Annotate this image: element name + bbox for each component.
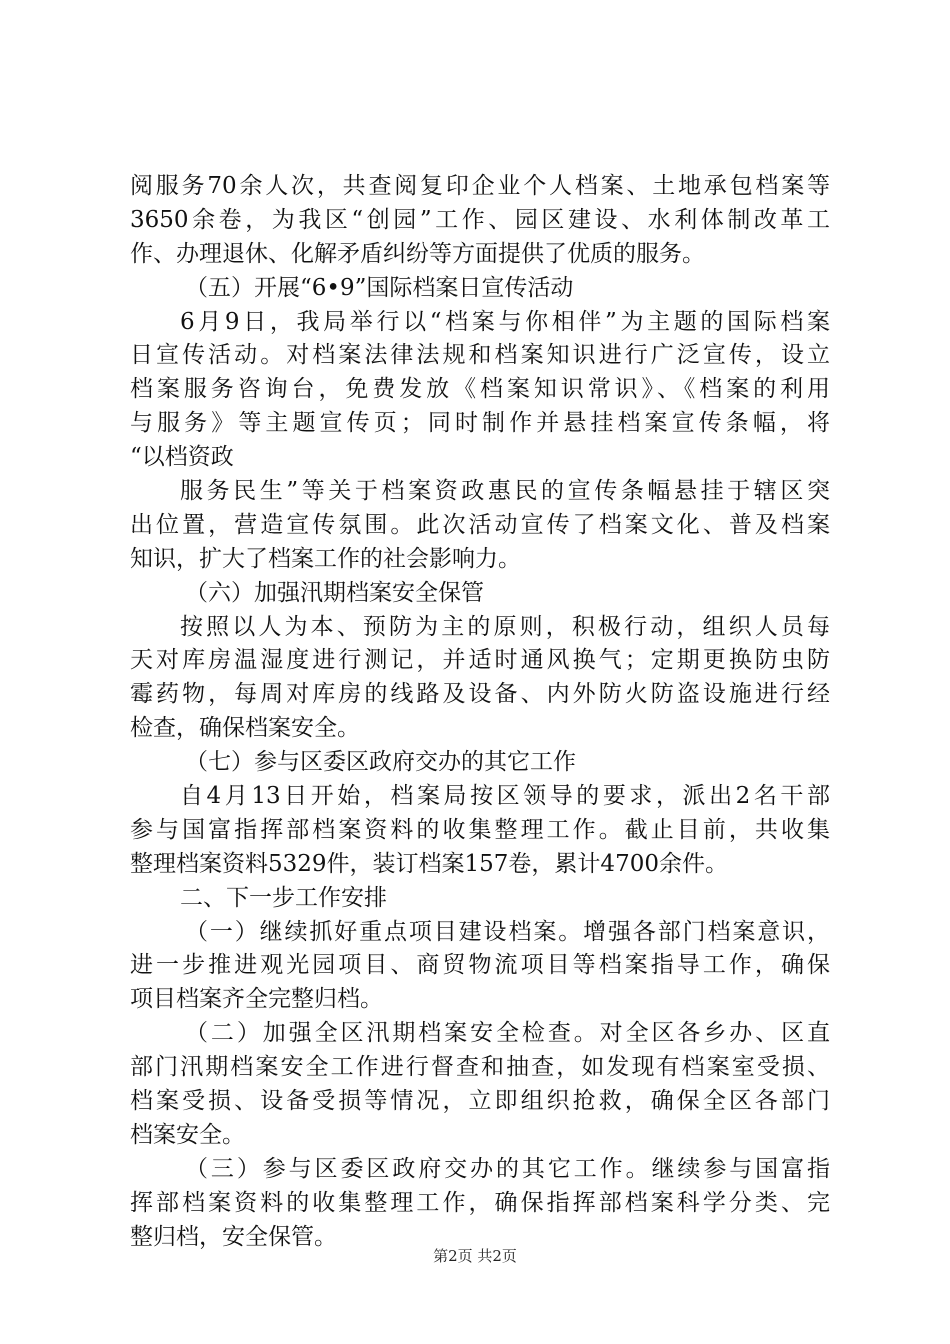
text-line: 天对库房温湿度进行测记，并适时通风换气；定期更换防虫防: [130, 647, 830, 674]
text-line: “以档资政: [130, 444, 234, 471]
text-line: 档案服务咨询台，免费发放《档案知识常识》、《档案的利用: [130, 376, 830, 403]
text-line: 阅服务70余人次，共查阅复印企业个人档案、土地承包档案等: [130, 173, 830, 199]
text-line: 检查，确保档案安全。: [130, 715, 360, 742]
text-line: 整理档案资料5329件，装订档案157卷，累计4700余件。: [130, 850, 728, 877]
text-line: 3650余卷，为我区“创园”工作、园区建设、水利体制改革工: [130, 206, 830, 233]
page-footer: 第2页 共2页: [433, 1247, 517, 1265]
text-line: 项目档案齐全完整归档。: [130, 986, 383, 1013]
text-line: 与服务》等主题宣传页；同时制作并悬挂档案宣传条幅，将: [130, 410, 830, 437]
text-line: 自4月13日开始，档案局按区领导的要求，派出2名干部: [180, 783, 830, 810]
text-line: 出位置，营造宣传氛围。此次活动宣传了档案文化、普及档案: [130, 511, 830, 538]
text-line: 霉药物，每周对库房的线路及设备、内外防火防盗设施进行经: [130, 681, 830, 708]
text-line: 服务民生”等关于档案资政惠民的宣传条幅悬挂于辖区突: [180, 478, 830, 505]
section-heading: （七）参与区委区政府交办的其它工作: [185, 749, 576, 776]
text-line: 参与国富指挥部档案资料的收集整理工作。截止目前，共收集: [130, 816, 830, 843]
text-line: 日宣传活动。对档案法律法规和档案知识进行广泛宣传，设立: [130, 342, 830, 369]
text-line: 作、办理退休、化解矛盾纠纷等方面提供了优质的服务。: [130, 240, 705, 267]
text-line: 按照以人为本、预防为主的原则，积极行动，组织人员每: [180, 613, 830, 640]
text-line: 挥部档案资料的收集整理工作，确保指挥部档案科学分类、完: [130, 1189, 830, 1216]
text-line: （二）加强全区汛期档案安全检查。对全区各乡办、区直: [185, 1020, 830, 1047]
section-heading: （六）加强汛期档案安全保管: [185, 579, 484, 606]
text-line: （一）继续抓好重点项目建设档案。增强各部门档案意识，: [185, 918, 830, 945]
text-line: （三）参与区委区政府交办的其它工作。继续参与国富指: [185, 1155, 830, 1182]
text-line: 整归档，安全保管。: [130, 1223, 337, 1250]
text-line: 知识，扩大了档案工作的社会影响力。: [130, 545, 521, 572]
text-line: 部门汛期档案安全工作进行督查和抽查，如发现有档案室受损、: [130, 1054, 830, 1081]
text-line: 进一步推进观光园项目、商贸物流项目等档案指导工作，确保: [130, 952, 830, 979]
section-heading: （五）开展“6•9”国际档案日宣传活动: [185, 274, 574, 301]
text-line: 档案受损、设备受损等情况，立即组织抢救，确保全区各部门: [130, 1088, 830, 1115]
document-body: [130, 170, 830, 1255]
section-heading: 二、下一步工作安排: [180, 884, 387, 911]
text-line: 6月9日，我局举行以“档案与你相伴”为主题的国际档案: [180, 308, 830, 335]
text-line: 档案安全。: [130, 1121, 245, 1148]
